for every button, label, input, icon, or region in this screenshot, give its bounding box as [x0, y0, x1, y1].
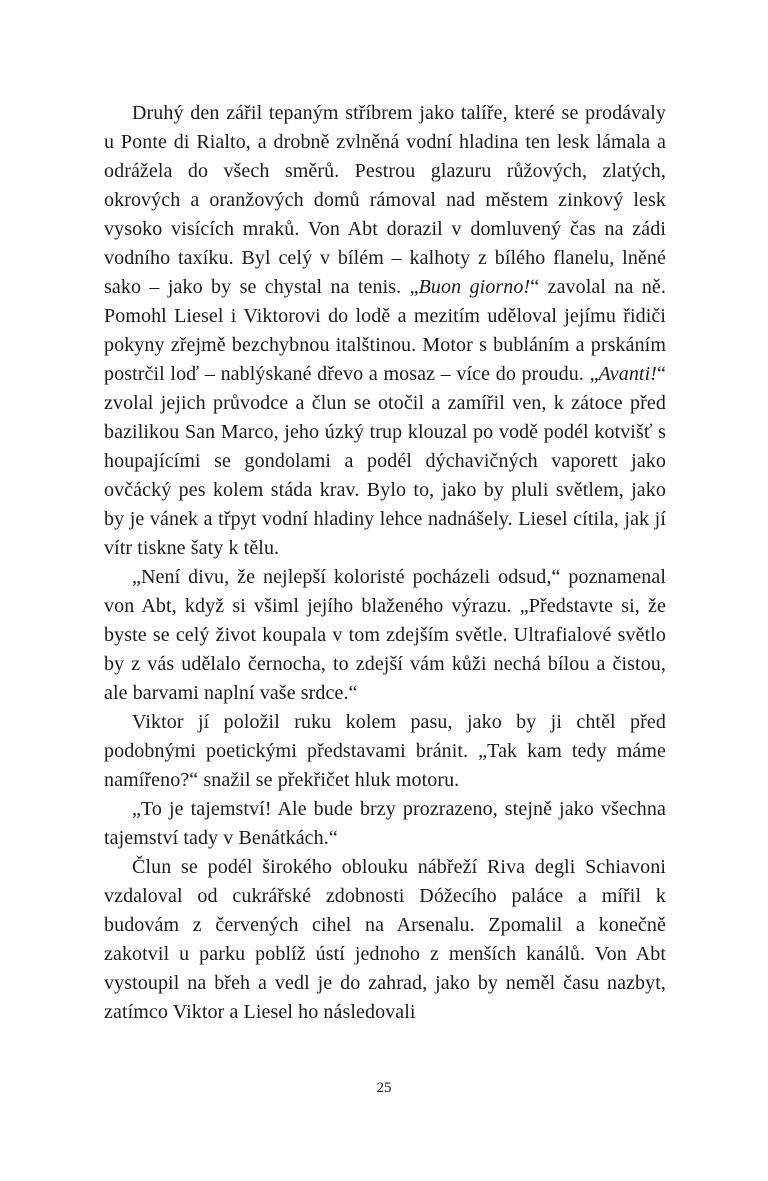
italic-phrase: Buon giorno!	[418, 276, 531, 298]
paragraph	[104, 563, 666, 708]
italic-phrase: Avanti!	[598, 363, 658, 385]
text-segment: “ zvolal jejich průvodce a člun se otočil a zamířil ven, k zátoce před bazilikou San Marco, jeho úzký trup klouzal po vodě podél kotvišť s houpajícími se gondolami a podél dýchavičných vaporett jako ovčácký pes kolem stáda krav. Bylo to, jako by pluli světlem, jako by je vánek a třpyt vodní hladiny lehce nadnášely. Liesel cítila, jak jí vítr tiskne šaty k tělu.	[104, 363, 666, 559]
paragraph	[104, 853, 666, 1027]
paragraph	[104, 99, 666, 563]
page-number: 25	[376, 1080, 392, 1096]
paragraph	[104, 708, 666, 795]
text-segment: “ zavolal na ně. Pomohl Liesel i Viktorovi do lodě a mezitím uděloval jejímu řidiči pokyny zřejmě bezchybnou italštinou. Motor s bubláním a prskáním postrčil loď – nablýskané dřevo a mosaz – více do proudu. „	[104, 276, 666, 385]
text-segment: Druhý den zářil tepaným stříbrem jako talíře, které se prodávaly u Ponte di Rialto, a drobně zvlněná vodní hladina ten lesk lámala a odrážela do všech směrů. Pestrou glazuru růžových, zlatých, okrových a oranžových domů rámoval nad městem zinkový lesk vysoko visících mraků. Von Abt dorazil v domluvený čas na zádi vodního taxíku. Byl celý v bílém – kalhoty z bílého flanelu, lněné sako – jako by se chystal na tenis. „	[104, 102, 666, 298]
page-text	[104, 99, 666, 1027]
paragraph	[104, 795, 666, 853]
text-segment: Viktor jí položil ruku kolem pasu, jako by ji chtěl před podobnými poetickými představami bránit. „Tak kam tedy máme namířeno?“ snažil se překřičet hluk motoru.	[104, 711, 666, 791]
text-segment: „Není divu, že nejlepší koloristé pocházeli odsud,“ poznamenal von Abt, když si všiml jejího blaženého výrazu. „Představte si, že byste se celý život koupala v tom zdejším světle. Ultrafialové světlo by z vás udělalo černocha, to zdejší vám kůži nechá bílou a čistou, ale barvami naplní vaše srdce.“	[104, 566, 666, 704]
text-segment: Člun se podél širokého oblouku nábřeží Riva degli Schiavoni vzdaloval od cukrářské zdobnosti Dóžecího paláce a mířil k budovám z červených cihel na Arsenalu. Zpomalil a konečně zakotvil u parku poblíž ústí jednoho z menších kanálů. Von Abt vystoupil na břeh a vedl je do zahrad, jako by neměl času nazbyt, zatímco Viktor a Liesel ho následovali	[104, 856, 666, 1023]
text-segment: „To je tajemství! Ale bude brzy prozrazeno, stejně jako všechna tajemství tady v Benátkách.“	[104, 798, 666, 849]
